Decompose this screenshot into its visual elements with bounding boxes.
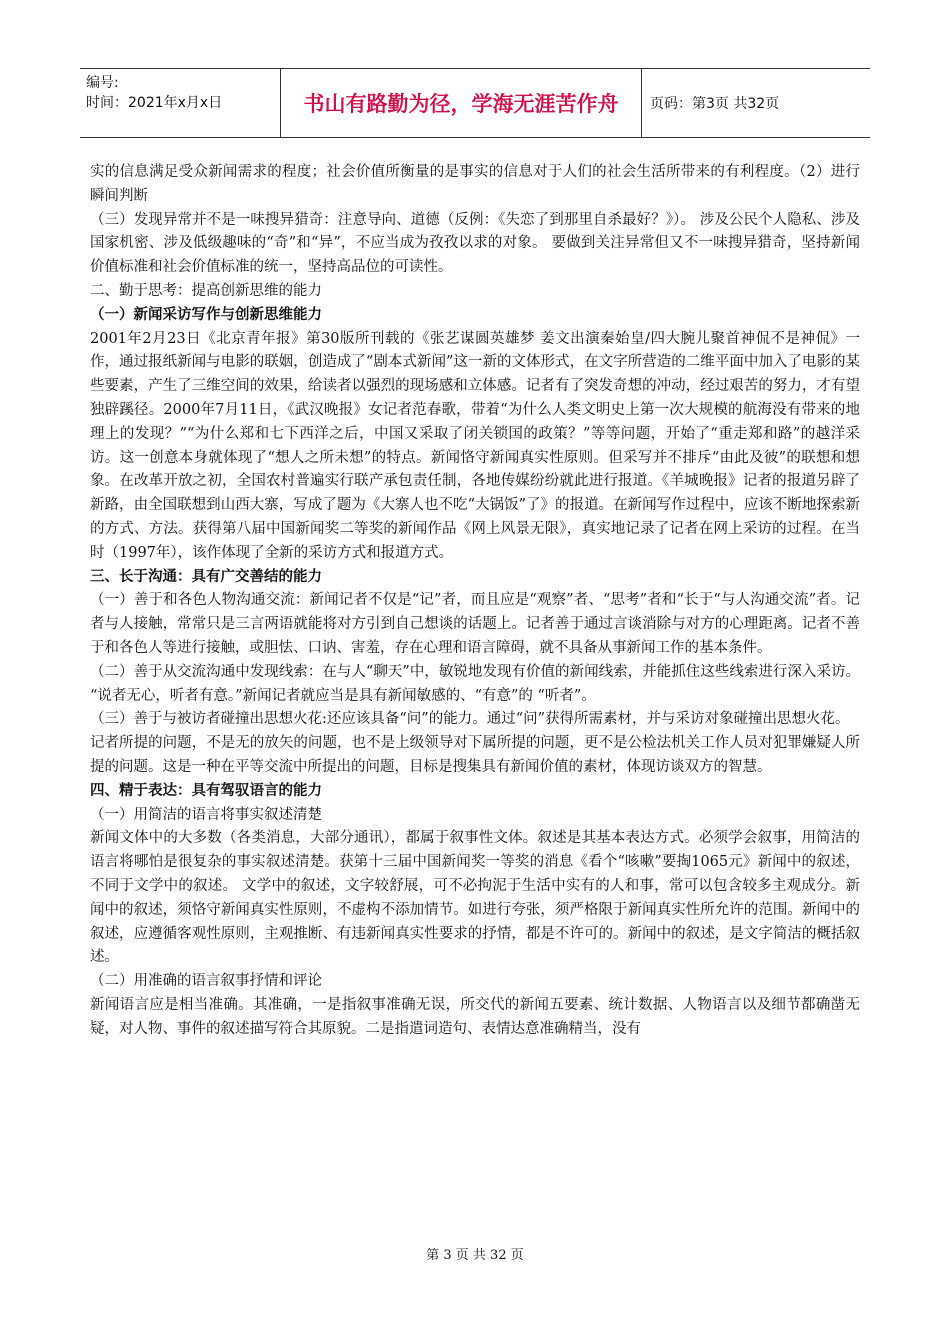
paragraph: （二）用准确的语言叙事抒情和评论 xyxy=(90,973,322,990)
header-motto: 书山有路勤为径，学海无涯苦作舟 xyxy=(280,69,642,137)
paragraph: （一）用简洁的语言将事实叙述清楚 xyxy=(90,806,322,823)
paragraph: （三）发现异常并不是一味搜异猎奇：注意导向、道德（反例：《失恋了到那里自杀最好？》）。 涉及公民个人隐私、涉及国家机密、涉及低级趣味的“奇”和“异”，不应当成为孜孜以求的对象。 要做到关注异常但又不一味搜异猎奇，坚持新闻价值标准和社会价值标准的统一，坚持高品位的可读性。 xyxy=(90,211,860,276)
page-header xyxy=(80,68,870,138)
page-footer: 第 3 页 共 32 页 xyxy=(426,1248,524,1263)
header-page-info: 页码：第3页 共32页 xyxy=(650,96,780,112)
paragraph: （三）善于与被访者碰撞出思想火花:还应该具备“问”的能力。通过“问”获得所需素材，并与采访对象碰撞出思想火花。 xyxy=(90,711,850,728)
section-heading: 四、精于表达：具有驾驭语言的能力 xyxy=(90,782,322,799)
document-body xyxy=(90,161,860,1041)
header-meta xyxy=(80,69,280,137)
document-number-label: 编号: xyxy=(86,75,119,91)
section-heading: （一）新闻采访写作与创新思维能力 xyxy=(90,306,322,323)
paragraph: 实的信息满足受众新闻需求的程度；社会价值所衡量的是事实的信息对于人们的社会生活所带来的有利程度。（2）进行瞬间判断 xyxy=(90,164,860,204)
document-time-label: 时间：2021年x月x日 xyxy=(86,95,223,111)
paragraph: 记者所提的问题，不是无的放矢的问题，也不是上级领导对下属所提的问题，更不是公检法机关工作人员对犯罪嫌疑人所提的问题。这是一种在平等交流中所提出的问题，目标是搜集具有新闻价值的素材，体现访谈双方的智慧。 xyxy=(90,735,860,775)
paragraph: 2001年2月23日《北京青年报》第30版所刊载的《张艺谋圆英雄梦 姜文出演秦始皇/四大腕儿聚首神侃不是神侃》一作，通过报纸新闻与电影的联姻，创造成了“剧本式新闻”这一新的文体形式，在文字所营造的二维平面中加入了电影的某些要素，产生了三维空间的效果，给读者以强烈的现场感和立体感。记者有了突发奇想的冲动，经过艰苦的努力，才有望独辟蹊径。2000年7月11日，《武汉晚报》女记者范春歌，带着“为什么人类文明史上第一次大规模的航海没有带来的地理上的发现？”“为什么郑和七下西洋之后，中国又采取了闭关锁国的政策？”等等问题，开始了“重走郑和路”的越洋采访。这一创意本身就体现了“想人之所未想”的特点。新闻恪守新闻真实性原则。但采写并不排斥“由此及彼”的联想和想象。在改革开放之初，全国农村普遍实行联产承包责任制，各地传媒纷纷就此进行报道。《羊城晚报》记者的报道另辟了新路，由全国联想到山西大寨，写成了题为《大寨人也不吃“大锅饭”了》的报道。在新闻写作过程中，应该不断地探索新的方式、方法。获得第八届中国新闻奖二等奖的新闻作品《网上风景无限》，真实地记录了记者在网上采访的过程。在当时（1997年），该作体现了全新的采访方式和报道方式。 xyxy=(90,330,860,561)
section-heading: 三、长于沟通：具有广交善结的能力 xyxy=(90,568,322,585)
paragraph: 新闻语言应是相当准确。其准确，一是指叙事准确无误，所交代的新闻五要素、统计数据、人物语言以及细节都确凿无疑，对人物、事件的叙述描写符合其原貌。二是指遣词造句、表情达意准确精当，没有 xyxy=(90,996,860,1037)
paragraph: 二、勤于思考：提高创新思维的能力 xyxy=(90,282,322,299)
paragraph: （二）善于从交流沟通中发现线索：在与人“聊天”中，敏锐地发现有价值的新闻线索，并能抓住这些线索进行深入采访。 “说者无心，听者有意。”新闻记者就应当是具有新闻敏感的、“有意”的 “听者”。 xyxy=(90,663,860,704)
paragraph: 新闻文体中的大多数（各类消息，大部分通讯），都属于叙事性文体。叙述是其基本表达方式。必须学会叙事，用简洁的语言将哪怕是很复杂的事实叙述清楚。获第十三届中国新闻奖一等奖的消息《看个“咳嗽”要掏1065元》新闻中的叙述，不同于文学中的叙述。 文学中的叙述，文字较舒展，可不必拘泥于生活中实有的人和事，常可以包含较多主观成分。新闻中的叙述，须恪守新闻真实性原则，不虚构不添加情节。如进行夸张，须严格限于新闻真实性所允许的范围。新闻中的叙述，应遵循客观性原则，主观推断、有违新闻真实性要求的抒情，都是不许可的。新闻中的叙述，是文字简洁的概括叙述。 xyxy=(90,830,860,966)
paragraph: （一）善于和各色人物沟通交流：新闻记者不仅是“记”者，而且应是“观察”者、“思考”者和“长于“与人沟通交流”者。记者与人接触，常常只是三言两语就能将对方引到自己想谈的话题上。记者善于通过言谈消除与对方的心理距离。记者不善于和各色人等进行接触，或胆怯、口讷、害羞，存在心理和语言障碍，就不具备从事新闻工作的基本条件。 xyxy=(90,592,860,656)
